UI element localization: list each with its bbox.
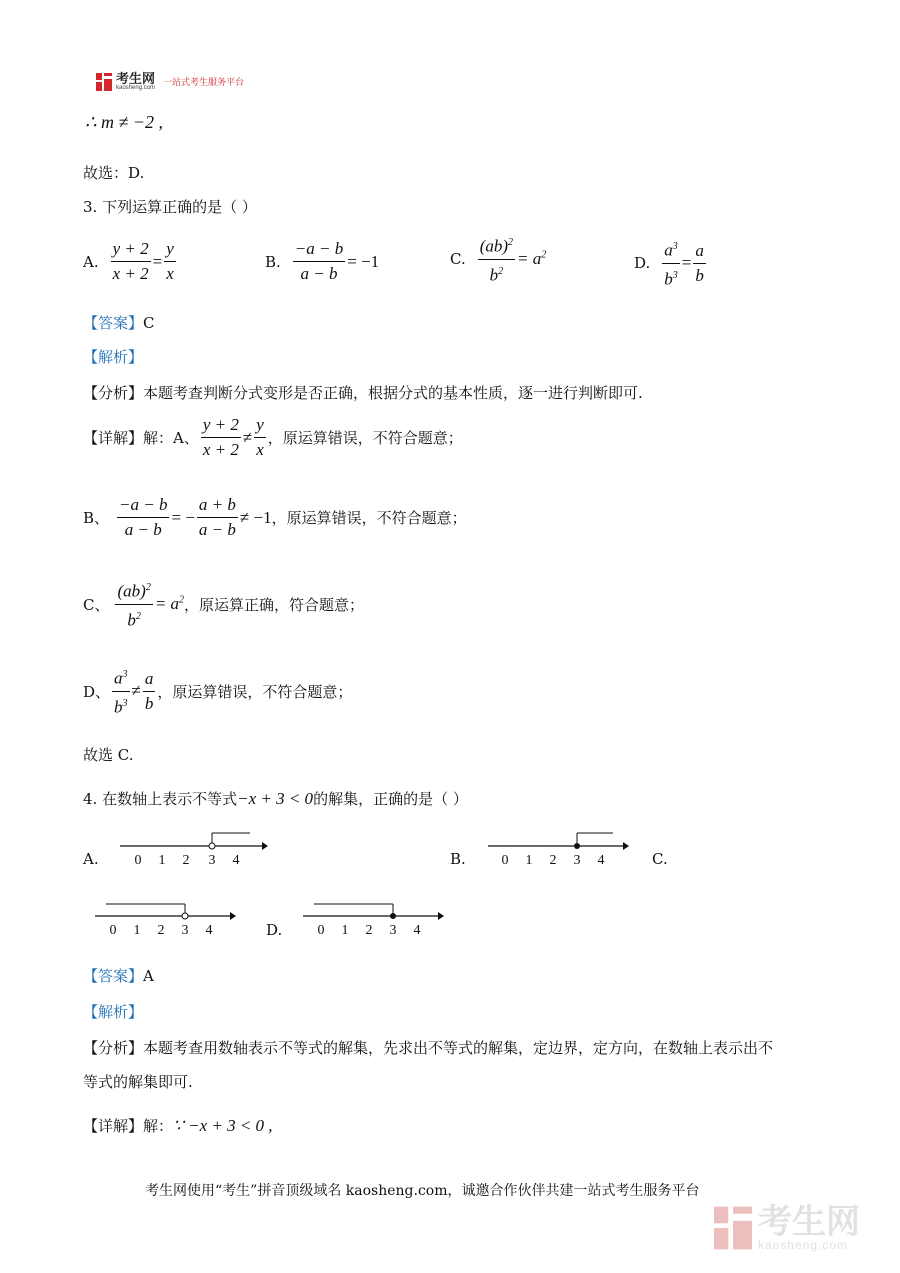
tick-b-2: 2 [549,853,557,868]
q3-fenxi [83,382,643,403]
tick-a-4: 4 [232,853,240,868]
header-logo [96,72,244,91]
q4-stem-pre: 4. 在数轴上表示不等式 [83,790,238,808]
q3-stem: 3. 下列运算正确的是（ ） [83,198,257,216]
q3-dd-rnum: a [143,668,156,692]
q3-dc-rhs: = a [154,594,180,614]
q3-db-mid: = − [171,507,195,527]
q3-c-den-exp: 2 [498,265,504,277]
q3-c-rhs: = a [517,249,542,269]
q3-dc-num-exp: 2 [145,582,151,593]
q3-detail-d [83,664,352,718]
q3-detail-a [83,414,463,461]
q3-dc-rhs-exp: 2 [179,594,185,606]
tick-d-0: 0 [317,923,325,938]
tick-c-2: 2 [157,923,165,938]
q3-fenxi-text: 本题考查判断分式变形是否正确，根据分式的基本性质，逐一进行判断即可. [143,384,643,402]
number-line-c [92,896,242,940]
q4-answer-value: A [143,967,154,985]
q3-dd-num: a [114,668,123,688]
q3-dd-note: ，原运算错误，不符合题意； [157,682,353,701]
q3-detail-prefix: 解：A、 [143,429,199,447]
q3-db-tail: ≠ −1 [239,507,272,527]
q3-fenxi-tag: 【分析】 [83,384,144,402]
watermark-sub: kaosheng.com [758,1238,849,1252]
q3-b-rhs: = −1 [347,251,380,271]
number-line-b [483,826,638,870]
q3-db-num2: a + b [197,494,238,518]
footer-text: 考生网使用“考生”拼音顶级域名 kaosheng.com，诚邀合作伙伴共建一站式考生服务平台 [145,1183,700,1199]
q3-dc-num: (ab) [117,581,146,601]
q3-c-num-exp: 2 [508,237,514,248]
q3-dc-note: ，原运算正确，符合题意； [184,595,365,614]
q3-db-den2: a − b [198,520,236,539]
q3-c-label: C. [450,250,466,269]
footer-watermark [714,1204,860,1252]
q3-answer [83,312,155,333]
q3-detail-tag: 【详解】 [83,429,144,447]
q3-d-den-exp: 3 [672,269,678,281]
q3-d-label: D. [634,254,651,273]
q3-a-num: y + 2 [111,238,151,262]
q3-c-num: (ab) [479,236,509,256]
number-line-d [300,896,450,940]
q3-d-rnum: a [693,240,706,264]
q3-choose: 故选 C. [83,746,134,764]
q4-stem-post: 的解集，正确的是（ ） [313,790,468,808]
watermark-text: 考生网 [758,1203,860,1241]
q3-dd-den-exp: 3 [122,697,128,709]
q3-db-num: −a − b [117,494,169,518]
q3-option-a [83,238,178,285]
q3-a-label: A. [83,252,99,271]
q4-analysis-tag: 【解析】 [83,1003,144,1021]
q3-b-label: B. [265,252,281,271]
q3-d-num-exp: 3 [672,241,678,252]
tick-b-3: 3 [573,853,581,868]
tick-b-4: 4 [597,853,605,868]
q4-fenxi-line2: 等式的解集即可. [83,1073,193,1091]
q3-a-rnum: y [164,238,176,262]
q4-opt-c-label: C. [652,850,668,868]
q3-d-den: b [664,269,673,289]
q4-opt-a-label: A. [83,850,99,868]
q3-dd-num-exp: 3 [122,669,128,680]
q3-dc-prefix: C、 [83,595,110,614]
q3-answer-tag: 【答案】 [83,314,144,332]
q4-answer [83,965,154,986]
q3-dc-den: b [127,610,136,630]
tick-c-4: 4 [205,923,213,938]
q3-analysis-tag: 【解析】 [83,348,144,366]
q3-da-rnum: y [254,414,266,438]
q4-opt-d-label: D. [266,921,283,939]
tick-d-2: 2 [365,923,373,938]
tick-c-0: 0 [109,923,117,938]
tick-a-2: 2 [182,853,190,868]
q3-a-eq: = [152,251,163,271]
q3-b-den: a − b [300,264,338,283]
q3-dd-neq: ≠ [131,681,141,701]
q3-a-rden: x [166,264,174,283]
q3-db-prefix: B、 [83,509,110,527]
q3-c-rhs-exp: 2 [541,249,547,261]
q4-detail [83,1115,273,1136]
q3-answer-value: C [143,314,155,332]
tick-b-1: 1 [525,853,533,868]
q3-detail-b [83,494,467,541]
q3-dd-den: b [114,697,123,717]
q4-stem-math: −x + 3 < 0 [237,789,314,808]
q3-da-den: x + 2 [202,440,239,459]
header-tagline: 一站式考生服务平台 [163,78,245,88]
q3-detail-c [83,577,364,631]
q3-da-neq: ≠ [242,427,253,447]
q3-option-b [265,238,379,285]
q3-d-num: a [664,240,673,260]
q3-b-num: −a − b [293,238,345,262]
q3-dd-prefix: D、 [83,682,111,701]
q3-option-d [634,236,708,290]
tick-a-0: 0 [134,853,142,868]
q3-dd-rden: b [144,693,154,713]
tick-c-3: 3 [181,923,189,938]
q3-db-den: a − b [124,520,162,539]
tick-d-3: 3 [389,923,397,938]
q3-da-rden: x [256,440,264,459]
q4-stem [83,788,468,809]
q4-opt-b-label: B. [450,850,466,868]
q3-dc-den-exp: 2 [135,610,141,622]
q3-c-den: b [489,265,499,285]
q3-a-den: x + 2 [112,264,149,283]
q4-detail-tag: 【详解】 [83,1117,144,1135]
q4-fenxi-tag: 【分析】 [83,1039,144,1057]
number-line-a [115,826,270,870]
q3-d-eq: = [681,253,692,273]
q3-da-note: ，原运算错误，不符合题意； [267,429,463,447]
kaosheng-watermark-icon [714,1204,752,1252]
tick-c-1: 1 [133,923,141,938]
therefore-line: ∴ m ≠ −2 , [85,112,163,132]
q3-da-num: y + 2 [201,414,241,438]
tick-d-1: 1 [341,923,349,938]
logo-sub: kaosheng.com [116,85,156,91]
q3-db-note: ，原运算错误，不符合题意； [271,509,467,527]
kaosheng-logo-icon [96,73,112,91]
q4-answer-tag: 【答案】 [83,967,144,985]
q3-d-rden: b [695,265,704,285]
tick-d-4: 4 [413,923,421,938]
q4-fenxi-line1 [83,1037,773,1058]
tick-a-3: 3 [208,853,216,868]
prev-choose: 故选：D. [83,164,145,182]
q4-fenxi-text1: 本题考查用数轴表示不等式的解集，先求出不等式的解集，定边界，定方向，在数轴上表示出不 [143,1039,774,1057]
q4-detail-text: 解： [143,1117,174,1135]
q3-option-c [450,232,546,286]
q4-because-line: ∵ −x + 3 < 0 , [173,1116,273,1135]
tick-a-1: 1 [158,853,166,868]
tick-b-0: 0 [501,853,509,868]
logo-text: 考生网 [116,71,156,86]
